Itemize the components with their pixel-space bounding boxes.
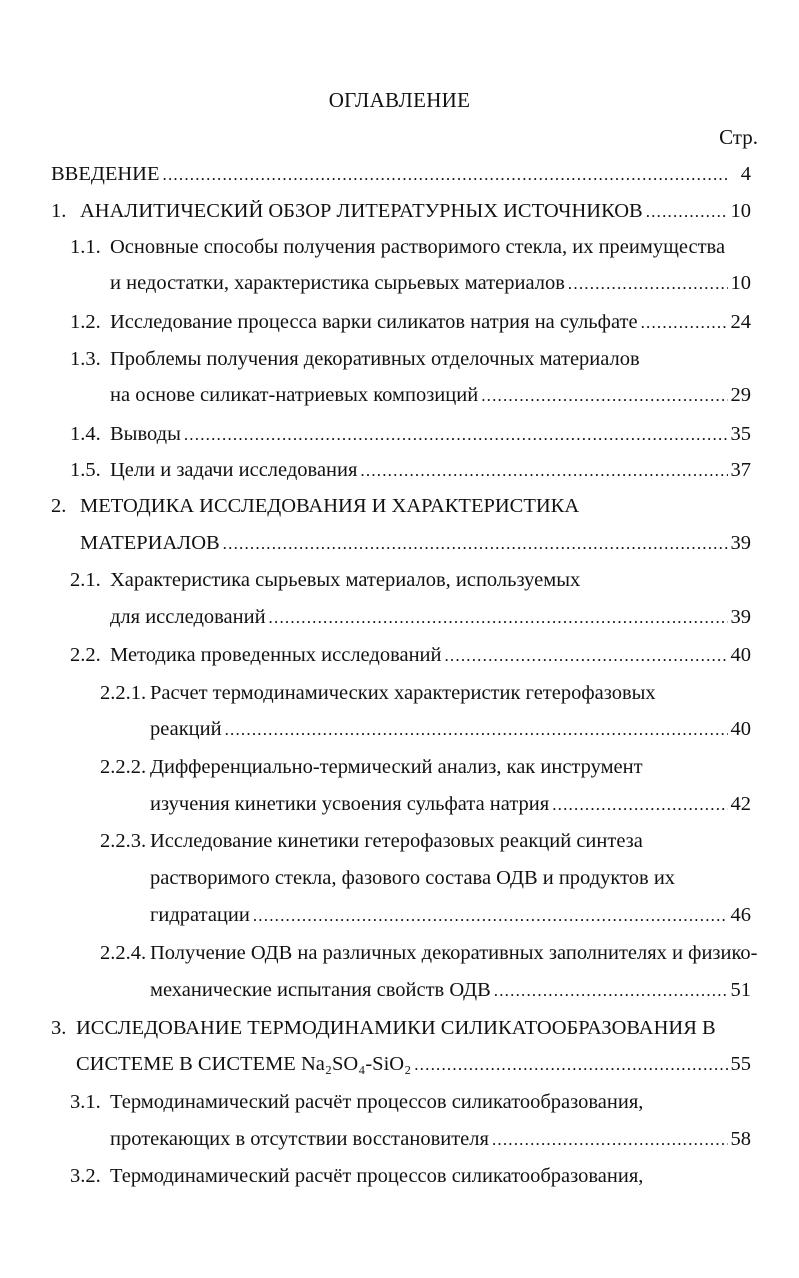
toc-entry bbox=[110, 269, 751, 297]
toc-entry-number: 3.2. bbox=[70, 1165, 101, 1187]
leader-dots bbox=[646, 198, 728, 226]
toc-entry-title-cont: растворимого стекла, фазового состава ОДВ и продуктов их bbox=[150, 867, 676, 889]
leader-dots bbox=[444, 642, 727, 670]
leader-dots bbox=[481, 382, 727, 410]
page-column-header: Стр. bbox=[719, 125, 758, 149]
toc-entry-page: 42 bbox=[730, 793, 751, 815]
toc-entry-title: Проблемы получения декоративных отделочных материалов bbox=[110, 348, 640, 370]
toc-entry bbox=[76, 1050, 751, 1078]
toc-entry-title-cont: СИСТЕМЕ В СИСТЕМЕ Na₂SO₄-SiO₂ bbox=[76, 1053, 412, 1075]
toc-entry-number: 3.1. bbox=[70, 1091, 101, 1113]
toc-entry-page: 4 bbox=[740, 163, 751, 185]
toc-entry bbox=[110, 381, 751, 409]
toc-entry-number: 2.2.2. bbox=[100, 756, 147, 778]
toc-entry-number: 2.1. bbox=[70, 569, 101, 591]
toc-entry bbox=[110, 420, 751, 448]
toc-entry-title-cont: механические испытания свойств ОДВ bbox=[150, 979, 491, 1001]
toc-entry-title: Методика проведенных исследований bbox=[110, 644, 442, 666]
leader-dots bbox=[253, 902, 728, 930]
toc-entry-page: 10 bbox=[730, 200, 751, 222]
toc-entry-number: 1.2. bbox=[70, 311, 101, 333]
toc-entry-title-cont: гидратации bbox=[150, 904, 250, 926]
toc-entry-number: 1.4. bbox=[70, 423, 101, 445]
toc-entry bbox=[80, 197, 751, 225]
toc-entry-number: 2. bbox=[51, 495, 67, 517]
toc-entry-page: 39 bbox=[730, 532, 751, 554]
leader-dots bbox=[360, 457, 727, 485]
toc-entry-title: Цели и задачи исследования bbox=[110, 459, 358, 481]
toc-entry-page: 37 bbox=[730, 459, 751, 481]
leader-dots bbox=[225, 716, 728, 744]
toc-entry-page: 46 bbox=[730, 904, 751, 926]
toc-entry bbox=[110, 308, 751, 336]
page-title: ОГЛАВЛЕНИЕ bbox=[328, 88, 471, 112]
leader-dots bbox=[163, 161, 728, 189]
toc-entry-title: МЕТОДИКА ИССЛЕДОВАНИЯ И ХАРАКТЕРИСТИКА bbox=[80, 495, 580, 517]
leader-dots bbox=[223, 530, 728, 558]
toc-entry-title: Дифференциально-термический анализ, как инструмент bbox=[150, 756, 643, 778]
leader-dots bbox=[568, 270, 728, 298]
toc-entry bbox=[51, 160, 751, 188]
toc-entry-title: Термодинамический расчёт процессов силикатообразования, bbox=[110, 1091, 644, 1113]
toc-entry-number: 1.3. bbox=[70, 348, 101, 370]
leader-dots bbox=[492, 1126, 728, 1154]
toc-entry-page: 58 bbox=[730, 1128, 751, 1150]
toc-entry-title-cont: на основе силикат-натриевых композиций bbox=[110, 384, 479, 406]
toc-entry-page: 55 bbox=[730, 1053, 751, 1075]
toc-entry-page: 51 bbox=[730, 979, 751, 1001]
toc-entry bbox=[80, 529, 751, 557]
toc-entry bbox=[150, 976, 751, 1004]
leader-dots bbox=[552, 791, 727, 819]
toc-entry-page: 29 bbox=[730, 384, 751, 406]
toc-entry-number: 1. bbox=[51, 200, 67, 222]
toc-entry-number: 3. bbox=[51, 1017, 67, 1039]
toc-entry-title: Основные способы получения растворимого стекла, их преимущества bbox=[110, 236, 726, 258]
toc-entry-number: 2.2.1. bbox=[100, 682, 147, 704]
toc-entry bbox=[110, 641, 751, 669]
leader-dots bbox=[494, 977, 728, 1005]
toc-entry-title: АНАЛИТИЧЕСКИЙ ОБЗОР ЛИТЕРАТУРНЫХ ИСТОЧНИКОВ bbox=[80, 200, 643, 222]
toc-entry-title-cont: реакций bbox=[150, 718, 222, 740]
toc-entry bbox=[150, 715, 751, 743]
toc-entry-number: 1.5. bbox=[70, 459, 101, 481]
toc-entry-page: 24 bbox=[730, 311, 751, 333]
toc-entry-page: 40 bbox=[730, 718, 751, 740]
leader-dots bbox=[184, 421, 728, 449]
toc-entry-title: ИССЛЕДОВАНИЕ ТЕРМОДИНАМИКИ СИЛИКАТООБРАЗОВАНИЯ В bbox=[76, 1017, 716, 1039]
toc-entry-title: Расчет термодинамических характеристик гетерофазовых bbox=[150, 682, 656, 704]
toc-entry-page: 10 bbox=[730, 272, 751, 294]
toc-entry-title-cont: протекающих в отсутствии восстановителя bbox=[110, 1128, 489, 1150]
toc-entry-number: 2.2. bbox=[70, 644, 101, 666]
toc-entry-number: 2.2.4. bbox=[100, 942, 147, 964]
toc-entry-page: 35 bbox=[730, 423, 751, 445]
toc-entry-title: Исследование процесса варки силикатов натрия на сульфате bbox=[110, 311, 638, 333]
toc-entry-title-cont: изучения кинетики усвоения сульфата натрия bbox=[150, 793, 550, 815]
toc-entry-title: Характеристика сырьевых материалов, используемых bbox=[110, 569, 581, 591]
toc-entry-title: Выводы bbox=[110, 423, 181, 445]
toc-entry-page: 40 bbox=[730, 644, 751, 666]
toc-entry bbox=[110, 1125, 751, 1153]
toc-entry-title-cont: и недостатки, характеристика сырьевых материалов bbox=[110, 272, 565, 294]
toc-entry-page: 39 bbox=[730, 606, 751, 628]
toc-entry bbox=[150, 790, 751, 818]
toc-entry-number: 2.2.3. bbox=[100, 830, 147, 852]
toc-entry-number: 1.1. bbox=[70, 236, 101, 258]
toc-entry bbox=[110, 603, 751, 631]
toc-entry bbox=[150, 901, 751, 929]
toc-entry-title-cont: для исследований bbox=[110, 606, 266, 628]
toc-entry-title: Термодинамический расчёт процессов силикатообразования, bbox=[110, 1165, 644, 1187]
toc-entry bbox=[110, 456, 751, 484]
toc-entry-title: Исследование кинетики гетерофазовых реакций синтеза bbox=[150, 830, 643, 852]
leader-dots bbox=[414, 1051, 727, 1079]
toc-entry-title: Получение ОДВ на различных декоративных заполнителях и физико- bbox=[150, 942, 758, 964]
leader-dots bbox=[269, 604, 728, 632]
toc-entry-title-cont: МАТЕРИАЛОВ bbox=[80, 532, 220, 554]
toc-entry-title: ВВЕДЕНИЕ bbox=[51, 163, 160, 185]
leader-dots bbox=[641, 309, 728, 337]
